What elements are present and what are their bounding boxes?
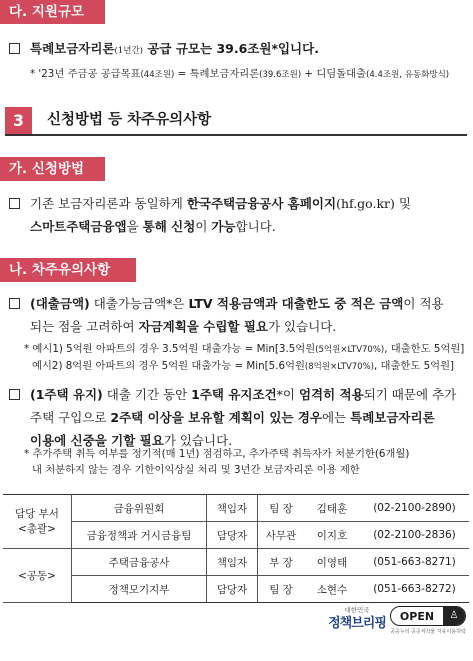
title-cell: 팀 장 xyxy=(258,576,305,603)
name-cell: 김태훈 xyxy=(304,495,360,522)
support-scale-note: * '23년 주금공 공급목표(44조원) = 특례보금자리론(39.6조원) + 디딤돌대출(4.4조원, 유동화방식) xyxy=(30,68,450,80)
name-cell: 이영태 xyxy=(304,549,360,576)
one-house-paragraph: (1주택 유지) 대출 기간 동안 1주택 유지조건*이 엄격히 적용되기 때문에 추가 주택 구입으로 2주택 이상을 보유할 계획이 있는 경우에는 특례보금자리론 이용에 신중을 기할 필요가 있습니다. xyxy=(9,383,465,452)
name-cell: 이지호 xyxy=(304,522,360,549)
bold-text: 공급 규모는 xyxy=(143,41,217,56)
small-text: (1년간) xyxy=(114,46,143,56)
checkbox-square-icon xyxy=(9,43,20,54)
loan-amount-paragraph: (대출금액) 대출가능금액*은 LTV 적용금액과 대출한도 중 적은 금액이 적용 되는 점을 고려하여 자금계획을 수립할 필요가 있습니다. xyxy=(9,292,465,338)
role-cell: 책임자 xyxy=(207,495,258,522)
checkbox-square-icon xyxy=(9,198,20,209)
org-cell: 금융정책과 거시금융팀 xyxy=(72,522,207,549)
phone-cell: (02-2100-2890) xyxy=(360,495,469,522)
section-tag-application-method: 가. 신청방법 xyxy=(0,157,105,181)
amount-text: 39.6조원 xyxy=(216,41,272,56)
role-cell: 책임자 xyxy=(207,549,258,576)
title-cell: 사무관 xyxy=(258,522,305,549)
phone-cell: (051-663-8271) xyxy=(360,549,469,576)
table-row xyxy=(3,576,469,603)
org-cell: 주택금융공사 xyxy=(72,549,207,576)
role-cell: 담당자 xyxy=(207,522,258,549)
checkbox-square-icon xyxy=(9,298,20,309)
open-caption: 공공누리 공공저작물 자유이용허락 xyxy=(390,629,466,635)
phone-cell: (051-663-8272) xyxy=(360,576,469,603)
loan-amount-examples: * 예시1) 5억원 아파트의 경우 3.5억원 대출가능 = Min[3.5억원(5억원×LTV70%), 대출한도 5억원] 예시2) 8억원 아파트의 경우 5억원 대출가능 = Min[5.6억원(8억원×LTV70%), 대출한도 5억원] xyxy=(24,343,465,372)
section-tag-support-scale: 다. 지원규모 xyxy=(0,0,105,24)
bold-text: *입니다. xyxy=(271,41,319,56)
policy-briefing-logo xyxy=(326,606,388,633)
section-3-header xyxy=(5,107,467,136)
phone-cell: (02-2100-2836) xyxy=(360,522,469,549)
section-title: 신청방법 등 차주유의사항 xyxy=(47,112,212,128)
open-label: OPEN xyxy=(399,609,435,623)
org-cell: 금융위원회 xyxy=(72,495,207,522)
support-scale-paragraph xyxy=(9,37,465,63)
section-number: 3 xyxy=(5,107,32,134)
title-cell: 팀 장 xyxy=(258,495,305,522)
title-cell: 부 장 xyxy=(258,549,305,576)
table-row xyxy=(3,549,469,576)
contact-table xyxy=(3,494,469,603)
table-row xyxy=(3,495,469,522)
group-cell: <공동> xyxy=(3,549,72,603)
checkbox-square-icon xyxy=(9,389,20,400)
name-cell: 소현수 xyxy=(304,576,360,603)
brand-text: 정책브리핑 xyxy=(328,616,386,631)
one-house-note: * 추가주택 취득 여부를 정기적(매 1년) 점검하고, 추가주택 취득자가 처분기한(6개월) 내 처분하지 않는 경우 기한이익상실 처리 및 3년간 보금자리론 이용 제한 xyxy=(24,448,410,476)
open-license-badge xyxy=(390,606,466,635)
table-row xyxy=(3,522,469,549)
group-cell: 담당 부서 <총괄> xyxy=(3,495,72,549)
application-method-paragraph: 기존 보금자리론과 동일하게 한국주택금융공사 홈페이지(hf.go.kr) 및 스마트주택금융앱을 통해 신청이 가능합니다. xyxy=(9,192,465,238)
bold-text: 특례보금자리론 xyxy=(30,41,115,56)
section-tag-borrower-notes: 나. 차주유의사항 xyxy=(0,258,136,282)
role-cell: 담당자 xyxy=(207,576,258,603)
org-cell: 정책모기지부 xyxy=(72,576,207,603)
license-person-icon: ♙ xyxy=(443,606,465,626)
brand-small-text: 대한민국 xyxy=(344,606,370,614)
